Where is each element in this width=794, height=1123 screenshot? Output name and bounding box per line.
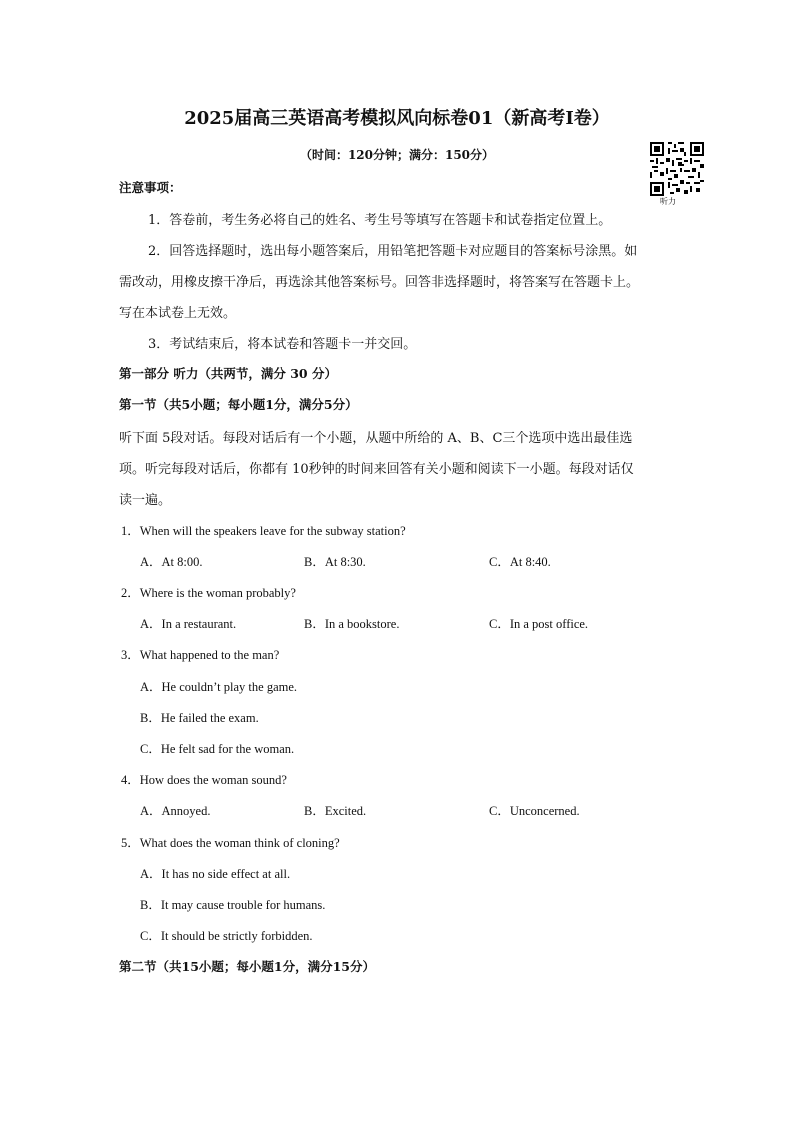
question-4-option-a: A．Annoyed. <box>140 804 211 818</box>
section-1-heading: 第一节（共5小题；每小题1分，满分5分） <box>119 397 358 412</box>
question-3-option-b: B．He failed the exam. <box>140 711 259 725</box>
qr-code-icon[interactable] <box>650 142 704 196</box>
exam-time-info: （时间：120分钟；满分：150分） <box>299 148 495 162</box>
question-5-option-a: A．It has no side effect at all. <box>140 867 291 881</box>
notice-item-2-line-2: 需改动，用橡皮擦干净后，再选涂其他答案标号。回答非选择题时，将答案写在答题卡上。 <box>119 275 640 290</box>
question-4-option-c: C．Unconcerned. <box>489 804 580 818</box>
question-5-option-c: C．It should be strictly forbidden. <box>140 929 313 943</box>
question-3-option-c: C．He felt sad for the woman. <box>140 742 295 756</box>
question-3-option-a: A．He couldn’t play the game. <box>140 680 298 694</box>
notice-heading: 注意事项： <box>119 180 182 195</box>
section-2-heading: 第二节（共15小题；每小题1分，满分15分） <box>119 959 375 974</box>
question-2-stem: 2．Where is the woman probably? <box>121 586 296 600</box>
page-title: 2025届高三英语高考模拟风向标卷01（新高考Ⅰ卷） <box>184 108 610 129</box>
question-2-option-b: B．In a bookstore. <box>304 617 400 631</box>
qr-caption: 听力 <box>660 197 676 206</box>
question-1-option-c: C．At 8:40. <box>489 555 551 569</box>
section-1-instructions-line-3: 读一遍。 <box>119 493 172 508</box>
question-1-option-b: B．At 8:30. <box>304 555 366 569</box>
section-1-instructions-line-1: 听下面 5段对话。每段对话后有一个小题，从题中所给的 A、B、C三个选项中选出最佳选 <box>119 431 633 446</box>
question-2-option-a: A．In a restaurant. <box>140 617 237 631</box>
notice-item-2-line-1: 2．回答选择题时，选出每小题答案后，用铅笔把答题卡对应题目的答案标号涂黑。如 <box>148 244 638 259</box>
notice-item-1: 1．答卷前，考生务必将自己的姓名、考生号等填写在答题卡和试卷指定位置上。 <box>148 213 612 228</box>
notice-item-3: 3．考试结束后，将本试卷和答题卡一并交回。 <box>148 337 417 352</box>
question-4-option-b: B．Excited. <box>304 804 367 818</box>
question-4-stem: 4．How does the woman sound? <box>121 773 287 787</box>
question-3-stem: 3．What happened to the man? <box>121 648 280 662</box>
question-1-stem: 1．When will the speakers leave for the subway station? <box>121 524 406 538</box>
section-1-instructions-line-2: 项。听完每段对话后，你都有 10秒钟的时间来回答有关小题和阅读下一小题。每段对话仅 <box>119 462 634 477</box>
question-5-option-b: B．It may cause trouble for humans. <box>140 898 326 912</box>
question-5-stem: 5．What does the woman think of cloning? <box>121 836 340 850</box>
question-1-option-a: A．At 8:00. <box>140 555 203 569</box>
question-2-option-c: C．In a post office. <box>489 617 589 631</box>
notice-item-2-line-3: 写在本试卷上无效。 <box>119 306 237 321</box>
part-1-heading: 第一部分 听力（共两节，满分 30 分） <box>119 366 337 381</box>
